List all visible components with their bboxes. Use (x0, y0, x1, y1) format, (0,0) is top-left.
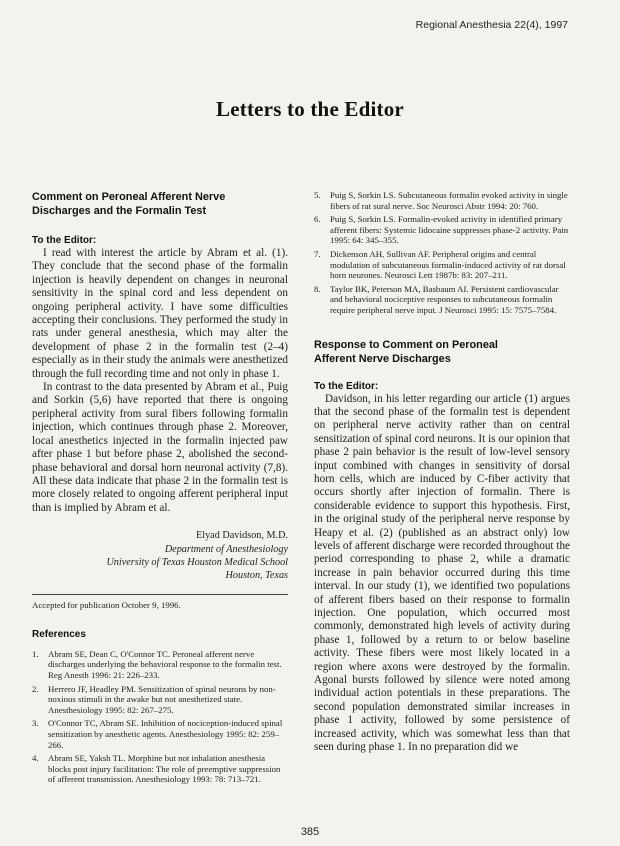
reference-number: 6. (314, 214, 321, 225)
running-head: Regional Anesthesia 22(4), 1997 (415, 19, 568, 31)
reference-item (314, 190, 570, 211)
reference-item (314, 284, 570, 316)
letter2-title-line1: Response to Comment on Peroneal (314, 338, 498, 351)
author-university: University of Texas Houston Medical School (106, 556, 288, 568)
reference-number: 1. (32, 648, 39, 659)
reference-item (32, 753, 288, 785)
reference-item (32, 649, 288, 681)
references-list-right (314, 190, 570, 316)
reference-text: Dickenson AH, Sullivan AF. Peripheral origins and central modulation of subcutaneous formalin-induced activity of rat dorsal horn neurones. Neurosci Lett 1987b: 83: 207–211. (330, 248, 566, 281)
author-city: Houston, Texas (225, 570, 288, 582)
letter2-salutation: To the Editor: (314, 380, 379, 392)
author-name: Elyad Davidson, M.D. (196, 530, 288, 542)
letter1-title-line1: Comment on Peroneal Afferent Nerve (32, 191, 226, 203)
reference-number: 5. (314, 190, 321, 200)
author-department: Department of Anesthesiology (164, 543, 288, 555)
reference-item (314, 249, 570, 281)
reference-number: 2. (32, 683, 39, 694)
reference-item (314, 214, 570, 246)
left-column (32, 190, 288, 788)
reference-text: O'Connor TC, Abram SE. Inhibition of nociception-induced spinal sensitization by anesthetic agents. Anesthesiology 1995: 82: 259–266. (48, 718, 283, 750)
reference-number: 4. (32, 753, 39, 764)
letter1-paragraph-1: I read with interest the article by Abram et al. (1). They conclude that the second phase of the formalin injection is heavily dependent on changes in neuronal sensitivity in the spinal cord and less dependent on ongoing peripheral activity. I have some difficulties accepting their conclusions. They performed the study in rats under general anesthesia, which may alter the development of phase 2 in the formalin test (2–4) especially as in their study the animals were anesthetized through the full recording time and not only in phase 1. (32, 247, 288, 380)
reference-text: Puig S, Sorkin LS. Formalin-evoked activity in identified primary afferent fibers: Systemic lidocaine suppresses phase-2 activity. Pain 1995: 64: 345–355. (330, 214, 569, 246)
letter1-paragraph-2: In contrast to the data presented by Abram et al., Puig and Sorkin (5,6) have reported that there is ongoing peripheral activity from sural fibers following formalin injection, which continues through phase 2. Moreover, local anesthetics injected in the formalin injected paw after phase 1 but before phase 2, abolished the second-phase behavioral and dorsal horn neuronal activity (7,8). All these data indicate that phase 2 in the formalin test is more closely related to ongoing afferent peripheral input than is implied by Abram et al. (32, 381, 288, 514)
reference-text: Taylor BK, Peterson MA, Basbaum AI. Persistent cardiovascular and behavioral nociceptive responses to subcutaneous formalin require peripheral nerve input. J Neurosci 1995: 15: 7575–7584. (330, 283, 559, 315)
letter1-title-line2: Discharges and the Formalin Test (32, 205, 207, 217)
reference-text: Abram SE, Yaksh TL. Morphine but not inhalation anesthesia blocks post injury facilitation: The role of preemptive suppression of afferent transmission. Anesthesiology 1993: 78: 713–721. (48, 753, 281, 785)
right-column (314, 190, 570, 755)
reference-number: 8. (314, 283, 321, 294)
references-list-left (32, 649, 288, 785)
divider-rule (32, 594, 288, 595)
reference-text: Puig S, Sorkin LS. Subcutaneous formalin evoked activity in single fibers of rat sural nerve. Soc Neurosci Abstr 1994: 20: 760. (330, 190, 568, 211)
references-heading: References (32, 628, 86, 640)
reference-number: 3. (32, 718, 39, 729)
reference-number: 7. (314, 248, 321, 259)
page-number: 385 (300, 826, 320, 838)
section-title: Letters to the Editor (216, 97, 404, 121)
reference-text: Abram SE, Dean C, O'Connor TC. Peroneal afferent nerve discharges underlying the behavioral response to the formalin test. Reg Anesth 1996: 21: 226–233. (48, 648, 282, 680)
reference-item (32, 718, 288, 750)
accepted-note: Accepted for publication October 9, 1996. (32, 599, 181, 610)
letter2-title-line2: Afferent Nerve Discharges (314, 352, 451, 365)
reference-text: Herrero JF, Headley PM. Sensitization of spinal neurons by non-noxious stimuli in the awake but not anesthetized state. Anesthesiology 1995: 82: 267–275. (48, 683, 276, 715)
signature-block (32, 529, 288, 583)
reference-item (32, 684, 288, 716)
letter1-salutation: To the Editor: (32, 235, 97, 246)
letter2-paragraph-1: Davidson, in his letter regarding our article (1) argues that the second phase of the formalin test is dependent on peripheral nerve activity rather than on central sensitization of spinal cord neurons. It is our opinion that phase 2 pain behavior is the result of low-level sensory input combined with changes in sensitivity of dorsal horn cells, which are induced by C-fiber activity that occurs shortly after injection of formalin. There is considerable evidence to support this hypothesis. First, in the original study of the peripheral nerve response by Heapy et al. (2) (published as an abstract only) low levels of afferent discharge were recorded throughout the period corresponding to phase 2, while a dramatic increase in pain behavior occurred during this time interval. In our study (1), we identified two populations of afferent fibers based on their response to formalin injection. One population, which occurred most commonly, demonstrated high levels of activity during phase 1, followed by a return to or below baseline activity. These fibers were most likely located in a region where axons were destroyed by the formalin. Agonal bursts followed by silence were noted among individual action potentials in these preparations. The second population demonstrated similar increases in phase 1 activity, followed by some persistence of increased activity, which was somewhat less than that seen during phase 1. In no preparation did we (314, 392, 570, 754)
